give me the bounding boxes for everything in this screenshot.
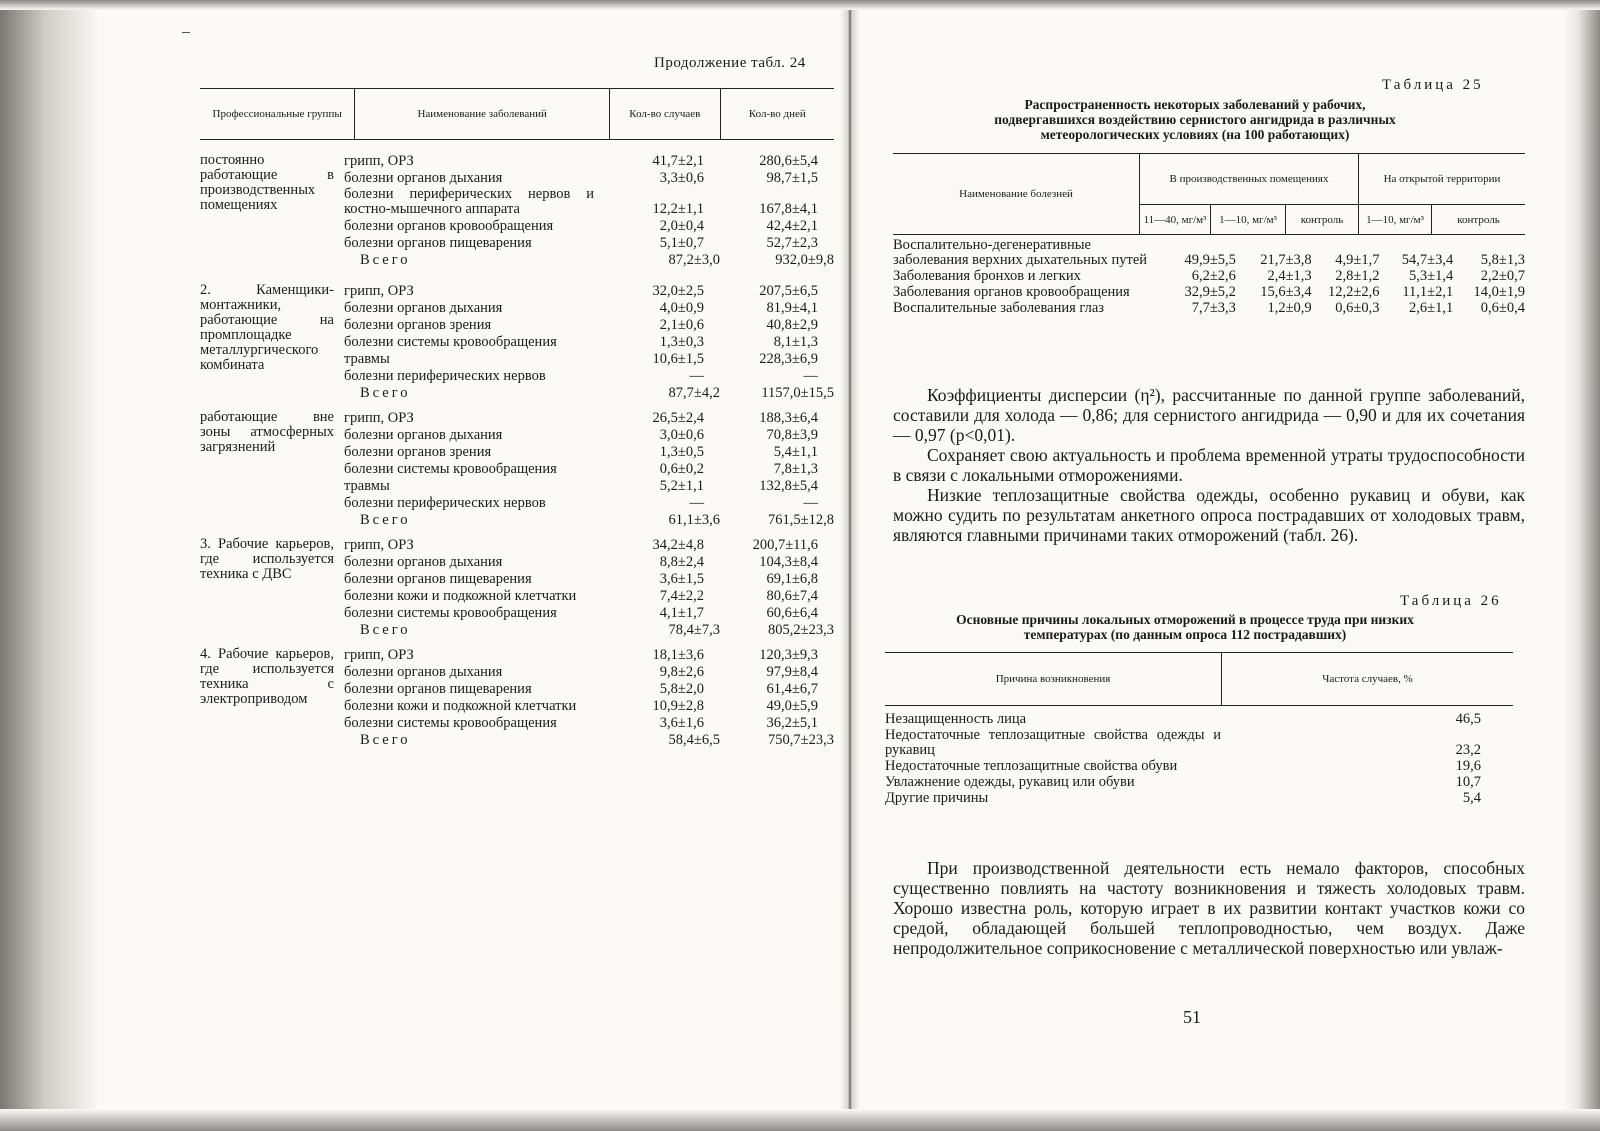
days-value: — xyxy=(803,495,818,511)
table-24-group xyxy=(200,647,834,749)
disease-name: болезни периферических нервов xyxy=(344,368,546,384)
table-row xyxy=(340,571,834,587)
table-row xyxy=(340,554,834,570)
table-25-label: Таблица 25 xyxy=(1382,77,1484,93)
disease-name: Воспалительно-дегенеративные заболевания верхних дыхательных путей xyxy=(893,237,1148,268)
page-number: 51 xyxy=(1183,1007,1201,1027)
days-value: 80,6±7,4 xyxy=(766,588,818,604)
frequency-value: 23,2 xyxy=(1455,742,1481,758)
frequency-value: 46,5 xyxy=(1455,711,1481,727)
table-row xyxy=(340,187,834,217)
disease-name: болезни органов кровообращения xyxy=(344,218,554,234)
total-row xyxy=(340,385,834,401)
disease-name: Всего xyxy=(360,622,411,638)
cases-value: 1,3±0,3 xyxy=(659,334,704,350)
cases-value: 10,6±1,5 xyxy=(652,351,704,367)
cases-value: — xyxy=(689,495,704,511)
disease-name: Заболевания органов кровообращения xyxy=(893,284,1130,300)
table-24-group xyxy=(200,410,834,529)
table-row xyxy=(340,698,834,714)
value-cell: 49,9±5,5 xyxy=(1184,252,1236,268)
cases-value: 4,0±0,9 xyxy=(659,300,704,316)
header-11-40: 11—40, мг/м³ xyxy=(1140,205,1211,234)
days-value: 70,8±3,9 xyxy=(766,427,818,443)
table-row xyxy=(340,681,834,697)
top-shadow xyxy=(0,0,1600,10)
disease-name: грипп, ОРЗ xyxy=(344,537,414,553)
days-value: 761,5±12,8 xyxy=(768,512,834,528)
days-value: 207,5±6,5 xyxy=(759,283,818,299)
right-page-edge xyxy=(1564,0,1600,1131)
header-outdoor: На открытой территории xyxy=(1359,154,1525,205)
table-row xyxy=(885,791,1513,806)
days-value: 104,3±8,4 xyxy=(759,554,818,570)
days-value: 49,0±5,9 xyxy=(766,698,818,714)
cases-value: 5,1±0,7 xyxy=(659,235,704,251)
value-cell: 2,8±1,2 xyxy=(1335,268,1380,284)
value-cell: 4,9±1,7 xyxy=(1335,252,1380,268)
header-1-10-indoor: 1—10, мг/м³ xyxy=(1211,205,1286,234)
table-24-continuation-caption: Продолжение табл. 24 xyxy=(654,55,806,71)
days-value: 52,7±2,3 xyxy=(766,235,818,251)
days-value: 805,2±23,3 xyxy=(768,622,834,638)
cases-value: 26,5±2,4 xyxy=(652,410,704,426)
disease-name: болезни органов зрения xyxy=(344,317,492,333)
days-value: 61,4±6,7 xyxy=(766,681,818,697)
body-text-2 xyxy=(893,858,1525,958)
disease-name: травмы xyxy=(344,478,390,494)
corner-mark xyxy=(182,32,190,33)
table-26-header xyxy=(885,652,1513,706)
cases-value: 32,0±2,5 xyxy=(652,283,704,299)
days-value: 40,8±2,9 xyxy=(766,317,818,333)
cause-text: Недостаточные теплозащитные свойства одежды и рукавиц xyxy=(885,727,1221,758)
days-value: 36,2±5,1 xyxy=(766,715,818,731)
group-name: 3. Рабочие карьеров, где используется техника с ДВС xyxy=(200,536,334,582)
cases-value: 41,7±2,1 xyxy=(652,153,704,169)
group-rows xyxy=(340,410,834,529)
value-cell: 14,0±1,9 xyxy=(1473,284,1525,300)
total-row xyxy=(340,732,834,748)
value-cell: 1,2±0,9 xyxy=(1267,300,1312,316)
cause-text: Недостаточные теплозащитные свойства обуви xyxy=(885,758,1178,774)
paragraph: Низкие теплозащитные свойства одежды, особенно рукавиц и обуви, как можно судить по результатам анкетного опроса пострадавших от холодовых травм, являются главными причинами таких отморожений (табл. 26). xyxy=(893,485,1525,545)
disease-name: болезни органов дыхания xyxy=(344,427,503,443)
table-24-group xyxy=(200,153,834,269)
days-value: 81,9±4,1 xyxy=(766,300,818,316)
header-indoor: В производственных помещениях xyxy=(1140,154,1359,205)
table-row xyxy=(340,427,834,443)
group-name: 2. Каменщики-монтажники, работающие на промплощадке металлургического комбината xyxy=(200,282,334,373)
header-group: Профессиональные группы xyxy=(200,89,355,139)
paragraph: Коэффициенты дисперсии (η²), рассчитанные по данной группе заболеваний, составили для холода — 0,86; для сернистого ангидрида — 0,90 и для их сочетания — 0,97 (p<0,01). xyxy=(893,385,1525,445)
table-row xyxy=(340,537,834,553)
disease-name: травмы xyxy=(344,351,390,367)
value-cell: 2,6±1,1 xyxy=(1409,300,1454,316)
days-value: 1157,0±15,5 xyxy=(761,385,834,401)
cases-value: 61,1±3,6 xyxy=(668,512,720,528)
table-row xyxy=(340,664,834,680)
cases-value: 8,8±2,4 xyxy=(659,554,704,570)
table-row xyxy=(340,300,834,316)
group-name: 4. Рабочие карьеров, где используется техника с электроприводом xyxy=(200,646,334,707)
header-frequency: Частота случаев, % xyxy=(1322,673,1413,685)
group-rows xyxy=(340,647,834,749)
group-name: постоянно работающие в производственных помещениях xyxy=(200,152,334,213)
days-value: 932,0±9,8 xyxy=(775,252,834,268)
table-row xyxy=(340,444,834,460)
table-26-title: Основные причины локальных отморожений в процессе труда при низких температурах (по данным опроса 112 пострадавших) xyxy=(956,612,1414,642)
disease-name: болезни системы кровообращения xyxy=(344,605,557,621)
disease-name: болезни периферических нервов xyxy=(344,495,546,511)
disease-name: болезни системы кровообращения xyxy=(344,715,557,731)
cases-value: 18,1±3,6 xyxy=(652,647,704,663)
frequency-value: 10,7 xyxy=(1455,774,1481,790)
group-rows xyxy=(340,153,834,269)
disease-name: болезни органов зрения xyxy=(344,444,492,460)
table-row xyxy=(340,235,834,251)
cases-value: 5,8±2,0 xyxy=(659,681,704,697)
table-row xyxy=(340,461,834,477)
cases-value: 78,4±7,3 xyxy=(668,622,720,638)
disease-name: болезни системы кровообращения xyxy=(344,461,557,477)
table-row xyxy=(340,218,834,234)
value-cell: 5,8±1,3 xyxy=(1480,252,1525,268)
disease-name: болезни кожи и подкожной клетчатки xyxy=(344,588,577,604)
cases-value: 4,1±1,7 xyxy=(659,605,704,621)
table-25 xyxy=(893,153,1525,317)
table-24-group xyxy=(200,283,834,402)
table-row xyxy=(885,759,1513,774)
value-cell: 7,7±3,3 xyxy=(1191,300,1236,316)
disease-name: болезни периферических нервов и костно-мышечного аппарата xyxy=(344,186,594,217)
days-value: 69,1±6,8 xyxy=(766,571,818,587)
header-disease: Наименование заболеваний xyxy=(355,89,610,139)
disease-name: болезни органов дыхания xyxy=(344,300,503,316)
cases-value: 3,6±1,6 xyxy=(659,715,704,731)
disease-name: грипп, ОРЗ xyxy=(344,647,414,663)
disease-name: грипп, ОРЗ xyxy=(344,410,414,426)
cases-value: 10,9±2,8 xyxy=(652,698,704,714)
disease-name: болезни органов пищеварения xyxy=(344,235,532,251)
total-row xyxy=(340,252,834,268)
table-25-header xyxy=(893,153,1525,235)
cases-value: 7,4±2,2 xyxy=(659,588,704,604)
cases-value: 2,0±0,4 xyxy=(659,218,704,234)
days-value: 228,3±6,9 xyxy=(759,351,818,367)
header-1-10-outdoor: 1—10, мг/м³ xyxy=(1359,205,1432,234)
table-26-body xyxy=(885,712,1513,806)
cases-value: 87,7±4,2 xyxy=(668,385,720,401)
value-cell: 5,3±1,4 xyxy=(1409,268,1454,284)
frequency-value: 19,6 xyxy=(1455,758,1481,774)
table-row xyxy=(340,647,834,663)
header-days: Кол-во дней xyxy=(748,108,806,120)
cause-text: Увлажнение одежды, рукавиц или обуви xyxy=(885,774,1135,790)
table-24 xyxy=(200,88,834,749)
disease-name: болезни органов пищеварения xyxy=(344,681,532,697)
table-row xyxy=(893,285,1525,300)
cases-value: 1,3±0,5 xyxy=(659,444,704,460)
cases-value: 87,2±3,0 xyxy=(668,252,720,268)
table-24-group xyxy=(200,537,834,639)
days-value: 750,7±23,3 xyxy=(768,732,834,748)
cases-value: 5,2±1,1 xyxy=(659,478,704,494)
value-cell: 2,2±0,7 xyxy=(1480,268,1525,284)
cases-value: 3,0±0,6 xyxy=(659,427,704,443)
table-row xyxy=(340,410,834,426)
disease-name: Всего xyxy=(360,512,411,528)
total-row xyxy=(340,512,834,528)
table-row xyxy=(340,605,834,621)
paragraph: Сохраняет свою актуальность и проблема временной утраты трудоспособности в связи с локальными отморожениями. xyxy=(893,445,1525,485)
days-value: 8,1±1,3 xyxy=(773,334,818,350)
table-row xyxy=(340,317,834,333)
cases-value: 3,3±0,6 xyxy=(659,170,704,186)
value-cell: 32,9±5,2 xyxy=(1184,284,1236,300)
table-row xyxy=(893,301,1525,316)
disease-name: болезни органов дыхания xyxy=(344,170,503,186)
value-cell: 21,7±3,8 xyxy=(1260,252,1312,268)
cases-value: 12,2±1,1 xyxy=(652,201,704,217)
days-value: 98,7±1,5 xyxy=(766,170,818,186)
table-row xyxy=(340,170,834,186)
cases-value: — xyxy=(689,368,704,384)
value-cell: 0,6±0,4 xyxy=(1480,300,1525,316)
value-cell: 15,6±3,4 xyxy=(1260,284,1312,300)
disease-name: болезни кожи и подкожной клетчатки xyxy=(344,698,577,714)
cause-text: Незащищенность лица xyxy=(885,711,1027,727)
header-control-indoor: контроль xyxy=(1286,205,1359,234)
value-cell: 6,2±2,6 xyxy=(1191,268,1236,284)
frequency-value: 5,4 xyxy=(1462,790,1481,806)
body-text-1 xyxy=(893,385,1525,545)
days-value: 42,4±2,1 xyxy=(766,218,818,234)
cases-value: 3,6±1,5 xyxy=(659,571,704,587)
table-row xyxy=(340,478,834,494)
table-row xyxy=(340,588,834,604)
bottom-shadow xyxy=(0,1109,1600,1131)
header-cause: Причина возникновения xyxy=(885,653,1222,705)
cases-value: 58,4±6,5 xyxy=(668,732,720,748)
disease-name: Заболевания бронхов и легких xyxy=(893,268,1081,284)
disease-name: грипп, ОРЗ xyxy=(344,283,414,299)
table-25-title: Распространенность некоторых заболеваний у рабочих, подвергавшихся воздействию сернистого ангидрида в различных метеорологических условиях (на 100 работающих) xyxy=(994,97,1396,142)
table-24-body xyxy=(200,153,834,749)
days-value: 188,3±6,4 xyxy=(759,410,818,426)
table-row xyxy=(893,269,1525,284)
table-25-body xyxy=(893,238,1525,316)
days-value: 7,8±1,3 xyxy=(773,461,818,477)
days-value: 120,3±9,3 xyxy=(759,647,818,663)
cases-value: 34,2±4,8 xyxy=(652,537,704,553)
days-value: 5,4±1,1 xyxy=(773,444,818,460)
table-row xyxy=(340,715,834,731)
table-row xyxy=(340,495,834,511)
days-value: 97,9±8,4 xyxy=(766,664,818,680)
group-name: работающие вне зоны атмосферных загрязнений xyxy=(200,409,334,455)
days-value: 280,6±5,4 xyxy=(759,153,818,169)
cases-value: 2,1±0,6 xyxy=(659,317,704,333)
cases-value: 9,8±2,6 xyxy=(659,664,704,680)
left-page-edge xyxy=(0,0,100,1131)
days-value: 60,6±6,4 xyxy=(766,605,818,621)
days-value: 167,8±4,1 xyxy=(759,201,818,217)
table-24-header xyxy=(200,88,834,140)
disease-name: болезни органов пищеварения xyxy=(344,571,532,587)
book-gutter xyxy=(840,0,860,1131)
days-value: — xyxy=(803,368,818,384)
table-row xyxy=(340,283,834,299)
table-26-label: Таблица 26 xyxy=(1400,593,1502,609)
value-cell: 11,1±2,1 xyxy=(1402,284,1454,300)
value-cell: 54,7±3,4 xyxy=(1401,252,1454,268)
disease-name: грипп, ОРЗ xyxy=(344,153,414,169)
table-row xyxy=(340,351,834,367)
table-row xyxy=(885,712,1513,727)
table-row xyxy=(885,728,1513,758)
table-row xyxy=(885,775,1513,790)
header-disease-name: Наименование болезней xyxy=(893,154,1140,234)
table-row xyxy=(340,153,834,169)
group-rows xyxy=(340,283,834,402)
disease-name: болезни органов дыхания xyxy=(344,554,503,570)
total-row xyxy=(340,622,834,638)
header-cases: Кол-во случаев xyxy=(610,89,720,139)
days-value: 200,7±11,6 xyxy=(752,537,818,553)
table-26 xyxy=(885,652,1513,807)
value-cell: 0,6±0,3 xyxy=(1335,300,1380,316)
disease-name: болезни системы кровообращения xyxy=(344,334,557,350)
cause-text: Другие причины xyxy=(885,790,989,806)
value-cell: 12,2±2,6 xyxy=(1328,284,1380,300)
header-control-outdoor: контроль xyxy=(1457,213,1500,226)
disease-name: Всего xyxy=(360,385,411,401)
table-row xyxy=(893,238,1525,268)
table-row xyxy=(340,368,834,384)
disease-name: болезни органов дыхания xyxy=(344,664,503,680)
value-cell: 2,4±1,3 xyxy=(1267,268,1312,284)
group-rows xyxy=(340,537,834,639)
disease-name: Всего xyxy=(360,252,411,268)
cases-value: 0,6±0,2 xyxy=(659,461,704,477)
paragraph: При производственной деятельности есть немало факторов, способных существенно повлиять на частоту возникновения и тяжесть холодовых травм. Хорошо известна роль, которую играет в их развитии контакт участков кожи со средой, обладающей большей теплопроводностью, чем воздух. Даже непродолжительное соприкосновение с металлической поверхностью или увлаж- xyxy=(893,858,1525,958)
disease-name: Воспалительные заболевания глаз xyxy=(893,300,1105,316)
table-row xyxy=(340,334,834,350)
days-value: 132,8±5,4 xyxy=(759,478,818,494)
disease-name: Всего xyxy=(360,732,411,748)
